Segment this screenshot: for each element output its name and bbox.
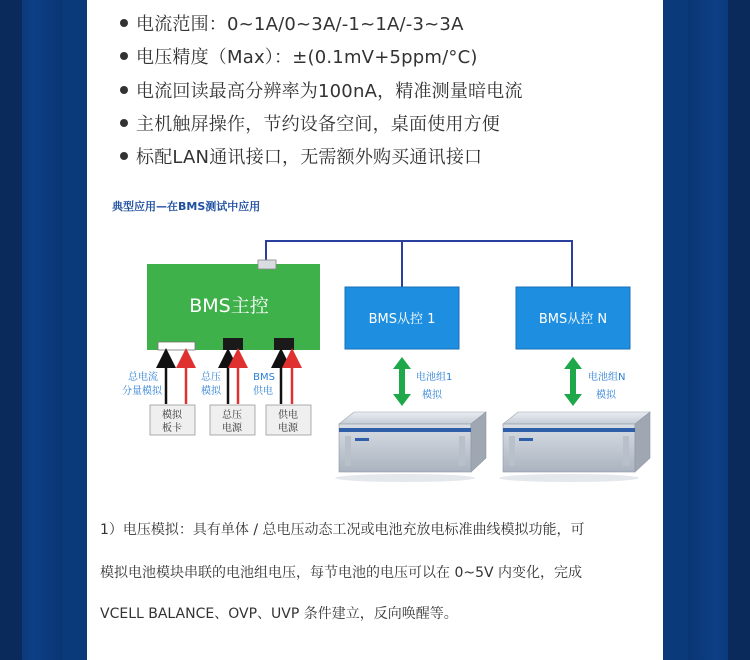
board-connector-icon [223, 338, 243, 350]
box-label: 电源 [222, 423, 242, 434]
board-connector-icon [158, 342, 195, 350]
diagram-title: 典型应用—在BMS测试中应用 [112, 200, 261, 213]
pack-label: 模拟 [422, 390, 442, 401]
green-double-arrow-n [564, 357, 582, 406]
instrument-chassis-n [499, 412, 650, 482]
description-line: 模拟电池模块串联的电池组电压，每节电池的电压可以在 0~5V 内变化，完成 [100, 565, 583, 581]
description-line: VCELL BALANCE、OVP、UVP 条件建立，反向唤醒等。 [100, 606, 458, 622]
green-double-arrow-1 [393, 357, 411, 406]
arrow-label: 总压 [201, 372, 221, 383]
pack-label: 电池组1 [416, 372, 453, 383]
description-line: 1）电压模拟：具有单体 / 总电压动态工况或电池充放电标准曲线模拟功能，可 [100, 522, 585, 538]
arrow-label: 分量模拟 [122, 386, 162, 397]
bms-master-board [147, 260, 320, 350]
arrow-label: 供电 [253, 386, 273, 397]
box-label: 总压 [222, 410, 242, 421]
box-label: 供电 [278, 410, 298, 421]
source-box-power [266, 405, 311, 435]
slave1-label: BMS从控 1 [368, 312, 436, 327]
source-box-card [150, 405, 195, 435]
instrument-chassis-1 [335, 412, 486, 482]
board-connector-icon [274, 338, 294, 350]
bms-slave-n [516, 287, 630, 349]
arrow-label: BMS [253, 372, 275, 383]
box-label: 电源 [278, 423, 298, 434]
bullet-text: 电压精度（Max）：±(0.1mV+5ppm/°C) [136, 47, 478, 68]
pack-label: 模拟 [596, 390, 616, 401]
box-label: 模拟 [162, 410, 182, 421]
source-box-voltage [210, 405, 255, 435]
bullet-text: 电流回读最高分辨率为100nA，精准测量暗电流 [136, 81, 523, 102]
master-label: BMS主控 [189, 295, 269, 317]
lan-port-icon [258, 260, 276, 269]
bullet-text: 标配LAN通讯接口，无需额外购买通讯接口 [136, 147, 483, 168]
bms-slave-1 [345, 287, 459, 349]
arrow-label: 总电流 [128, 372, 158, 383]
pack-label: 电池组N [588, 372, 626, 383]
bullet-text: 电流范围：0~1A/0~3A/-1~1A/-3~3A [136, 14, 464, 35]
bullet-text: 主机触屏操作，节约设备空间，桌面使用方便 [136, 114, 500, 135]
box-label: 板卡 [162, 423, 182, 434]
slaveN-label: BMS从控 N [538, 312, 608, 327]
arrow-label: 模拟 [201, 386, 221, 397]
